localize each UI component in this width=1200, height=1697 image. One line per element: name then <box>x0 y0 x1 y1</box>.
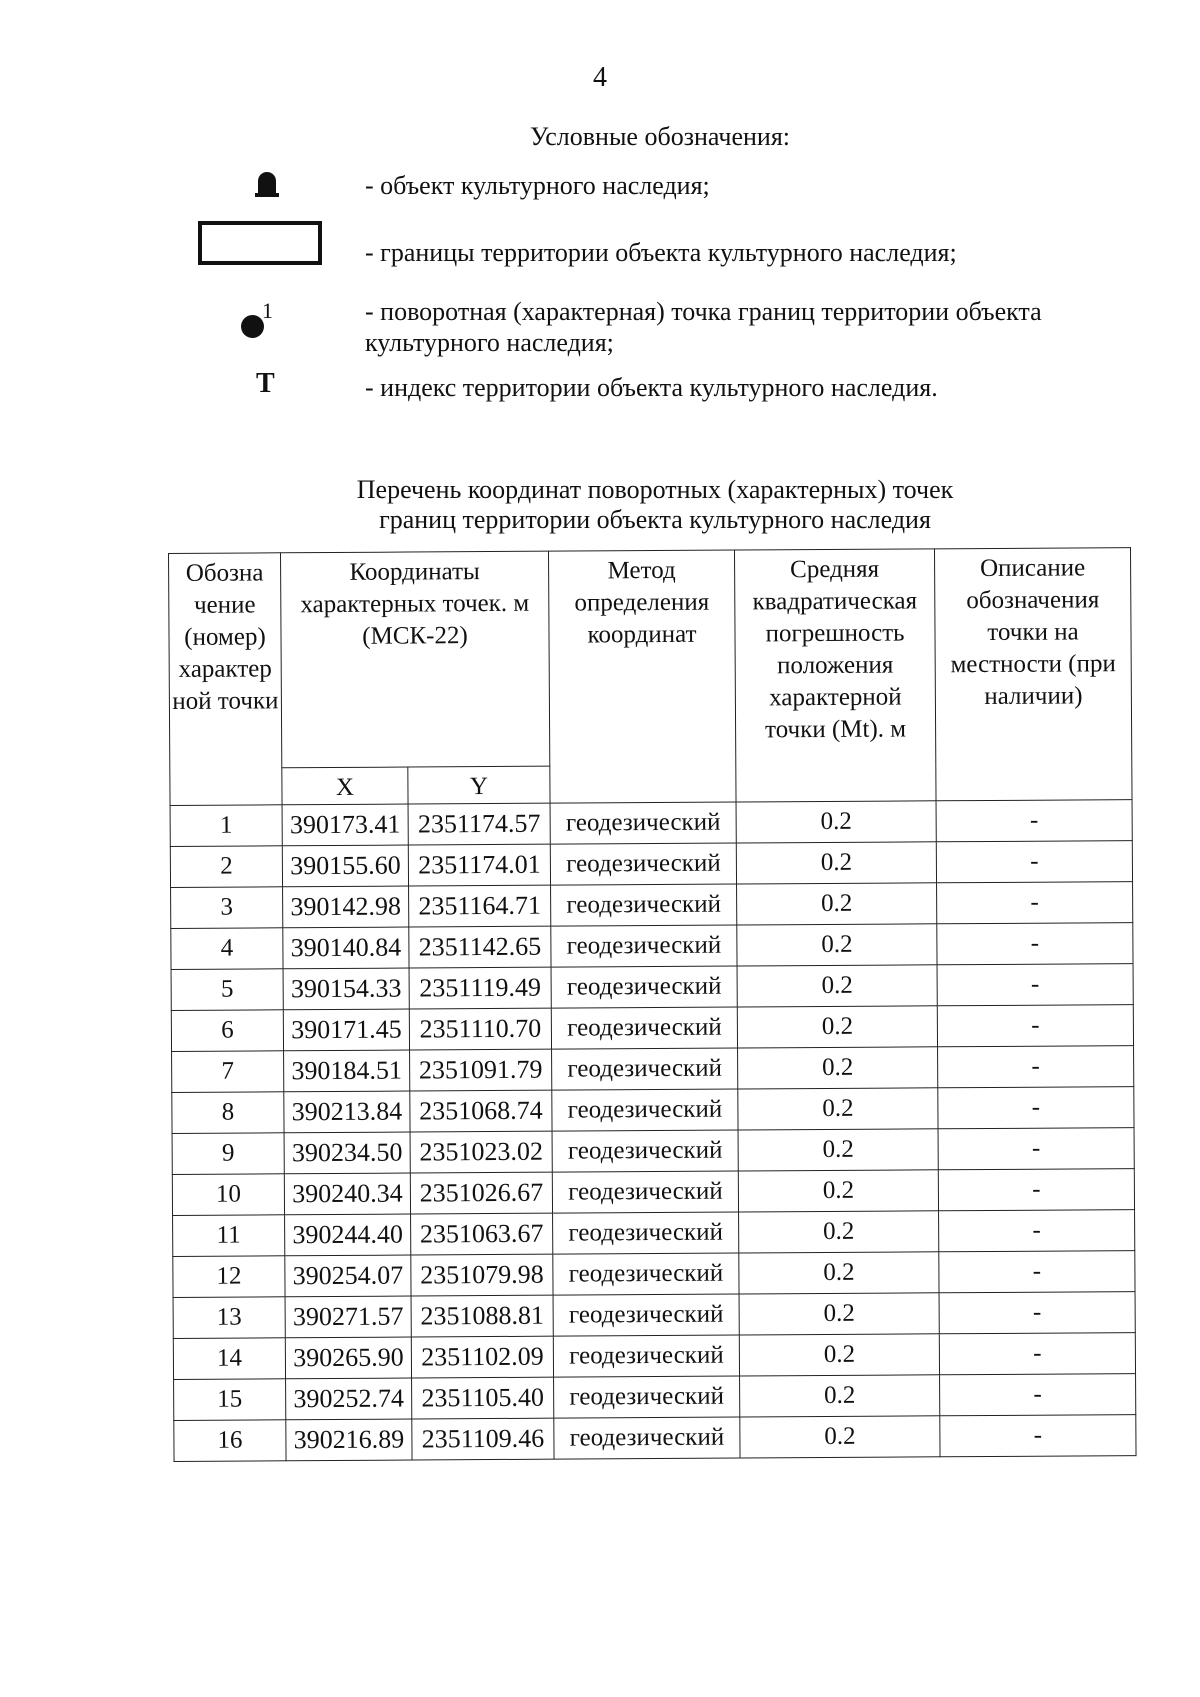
cell-coordinate-y: 2351109.46 <box>412 1418 554 1460</box>
table-row <box>171 923 1133 970</box>
heritage-object-icon <box>258 172 276 194</box>
cell-point-number: 15 <box>174 1379 286 1421</box>
cell-method: геодезический <box>554 1417 740 1459</box>
cell-method: геодезический <box>554 1376 740 1418</box>
cell-coordinate-x: 390216.89 <box>286 1419 412 1461</box>
table-row <box>174 1374 1136 1421</box>
cell-mean-square-error: 0.2 <box>739 1293 939 1335</box>
table-row <box>173 1251 1135 1298</box>
cell-mean-square-error: 0.2 <box>738 1170 938 1212</box>
cell-mean-square-error: 0.2 <box>740 1375 940 1417</box>
territory-index-icon: Т <box>256 368 275 399</box>
cell-coordinate-x: 390184.51 <box>284 1050 410 1092</box>
cell-method: геодезический <box>552 1171 738 1213</box>
cell-description: - <box>936 800 1132 842</box>
turning-point-icon <box>241 315 264 338</box>
header-designation: Обозна чение (номер) характер ной точки <box>169 553 283 806</box>
cell-description: - <box>937 882 1133 924</box>
cell-point-number: 12 <box>173 1256 285 1298</box>
cell-mean-square-error: 0.2 <box>737 965 937 1007</box>
cell-coordinate-x: 390271.57 <box>285 1296 411 1338</box>
cell-coordinate-y: 2351063.67 <box>411 1213 553 1255</box>
cell-coordinate-x: 390265.90 <box>285 1337 411 1379</box>
cell-coordinate-y: 2351026.67 <box>410 1172 552 1214</box>
page-number: 4 <box>593 62 607 93</box>
cell-method: геодезический <box>553 1335 739 1377</box>
cell-description: - <box>938 1046 1134 1088</box>
table-row <box>173 1210 1135 1257</box>
coordinates-table <box>168 547 1137 1462</box>
cell-description: - <box>940 1374 1136 1416</box>
boundary-rectangle-icon <box>198 221 322 265</box>
cell-coordinate-y: 2351174.01 <box>408 844 550 886</box>
cell-method: геодезический <box>550 843 736 885</box>
table-title-line-2: границ территории объекта культурного наследия <box>379 505 931 534</box>
cell-coordinate-x: 390154.33 <box>283 968 409 1010</box>
cell-coordinate-y: 2351174.57 <box>408 803 550 845</box>
cell-description: - <box>939 1210 1135 1252</box>
cell-method: геодезический <box>553 1294 739 1336</box>
table-title <box>0 475 1200 535</box>
cell-coordinate-y: 2351110.70 <box>409 1008 551 1050</box>
table-row <box>172 1128 1134 1175</box>
cell-method: геодезический <box>552 1089 738 1131</box>
cell-coordinate-y: 2351102.09 <box>411 1336 553 1378</box>
cell-point-number: 16 <box>174 1420 286 1462</box>
table-row <box>173 1292 1135 1339</box>
cell-method: геодезический <box>552 1130 738 1172</box>
cell-method: геодезический <box>551 1007 737 1049</box>
cell-point-number: 2 <box>170 846 282 888</box>
cell-mean-square-error: 0.2 <box>739 1334 939 1376</box>
header-method: Метод определения координат <box>549 550 737 803</box>
cell-coordinate-y: 2351105.40 <box>412 1377 554 1419</box>
cell-point-number: 4 <box>171 928 283 970</box>
table-row <box>171 882 1133 929</box>
cell-mean-square-error: 0.2 <box>736 801 936 843</box>
cell-point-number: 14 <box>173 1338 285 1380</box>
cell-point-number: 8 <box>172 1092 284 1134</box>
cell-point-number: 10 <box>172 1174 284 1216</box>
cell-mean-square-error: 0.2 <box>737 924 937 966</box>
cell-description: - <box>938 1128 1134 1170</box>
header-x: X <box>282 767 408 805</box>
cell-mean-square-error: 0.2 <box>739 1211 939 1253</box>
cell-method: геодезический <box>551 884 737 926</box>
cell-point-number: 9 <box>172 1133 284 1175</box>
cell-coordinate-x: 390155.60 <box>282 845 408 887</box>
table-row <box>172 1169 1134 1216</box>
table-row <box>174 1415 1136 1462</box>
cell-description: - <box>936 841 1132 883</box>
cell-point-number: 1 <box>170 805 282 847</box>
cell-coordinate-y: 2351023.02 <box>410 1131 552 1173</box>
cell-description: - <box>938 1087 1134 1129</box>
cell-point-number: 5 <box>171 969 283 1011</box>
legend-item-turning-point: - поворотная (характерная) точка границ территории объекта культурного наследия; <box>365 297 1042 357</box>
cell-description: - <box>939 1251 1135 1293</box>
cell-mean-square-error: 0.2 <box>738 1047 938 1089</box>
cell-mean-square-error: 0.2 <box>736 842 936 884</box>
cell-coordinate-y: 2351068.74 <box>410 1090 552 1132</box>
cell-mean-square-error: 0.2 <box>737 1006 937 1048</box>
cell-coordinate-y: 2351091.79 <box>410 1049 552 1091</box>
cell-coordinate-x: 390240.34 <box>284 1173 410 1215</box>
cell-method: геодезический <box>551 925 737 967</box>
cell-description: - <box>938 1169 1134 1211</box>
cell-method: геодезический <box>550 802 736 844</box>
cell-coordinate-y: 2351119.49 <box>409 967 551 1009</box>
cell-mean-square-error: 0.2 <box>738 1129 938 1171</box>
table-row <box>171 964 1133 1011</box>
cell-coordinate-x: 390252.74 <box>286 1378 412 1420</box>
cell-mean-square-error: 0.2 <box>738 1088 938 1130</box>
cell-coordinate-x: 390234.50 <box>284 1132 410 1174</box>
cell-coordinate-y: 2351088.81 <box>411 1295 553 1337</box>
cell-coordinate-y: 2351164.71 <box>409 885 551 927</box>
cell-coordinate-y: 2351079.98 <box>411 1254 553 1296</box>
cell-coordinate-x: 390142.98 <box>283 886 409 928</box>
cell-description: - <box>937 923 1133 965</box>
cell-method: геодезический <box>552 1048 738 1090</box>
cell-coordinate-x: 390173.41 <box>282 804 408 846</box>
legend-title: Условные обозначения: <box>529 122 791 151</box>
cell-mean-square-error: 0.2 <box>737 883 937 925</box>
cell-method: геодезический <box>553 1212 739 1254</box>
cell-coordinate-x: 390254.07 <box>285 1255 411 1297</box>
cell-description: - <box>939 1292 1135 1334</box>
header-y: Y <box>408 766 550 804</box>
cell-point-number: 13 <box>173 1297 285 1339</box>
legend-item-boundary: - границы территории объекта культурного наследия; <box>365 238 957 267</box>
table-row <box>172 1087 1134 1134</box>
cell-method: геодезический <box>551 966 737 1008</box>
turning-point-label: 1 <box>262 298 273 323</box>
cell-coordinate-x: 390213.84 <box>284 1091 410 1133</box>
header-coordinates: Координаты характерных точек. м (МСК-22) <box>281 551 550 768</box>
cell-point-number: 6 <box>171 1010 283 1052</box>
cell-point-number: 7 <box>172 1051 284 1093</box>
cell-coordinate-y: 2351142.65 <box>409 926 551 968</box>
legend-item-heritage: - объект культурного наследия; <box>365 171 710 200</box>
cell-point-number: 11 <box>173 1215 285 1257</box>
header-description: Описание обозначения точки на местности (при наличии) <box>935 548 1133 801</box>
table-title-line-1: Перечень координат поворотных (характерных) точек <box>356 475 954 504</box>
cell-point-number: 3 <box>171 887 283 929</box>
cell-description: - <box>940 1415 1136 1457</box>
cell-description: - <box>937 964 1133 1006</box>
table-row <box>172 1046 1134 1093</box>
table-row <box>171 1005 1133 1052</box>
cell-mean-square-error: 0.2 <box>740 1416 940 1458</box>
table-row <box>170 841 1132 888</box>
header-error: Средняя квадратическая погрешность положения характерной точки (Mt). м <box>735 549 937 802</box>
table-row <box>170 800 1132 847</box>
cell-mean-square-error: 0.2 <box>739 1252 939 1294</box>
cell-coordinate-x: 390244.40 <box>285 1214 411 1256</box>
cell-coordinate-x: 390140.84 <box>283 927 409 969</box>
table-row <box>173 1333 1135 1380</box>
cell-coordinate-x: 390171.45 <box>283 1009 409 1051</box>
cell-method: геодезический <box>553 1253 739 1295</box>
cell-description: - <box>939 1333 1135 1375</box>
legend-item-territory-index: - индекс территории объекта культурного наследия. <box>365 373 938 402</box>
cell-description: - <box>937 1005 1133 1047</box>
